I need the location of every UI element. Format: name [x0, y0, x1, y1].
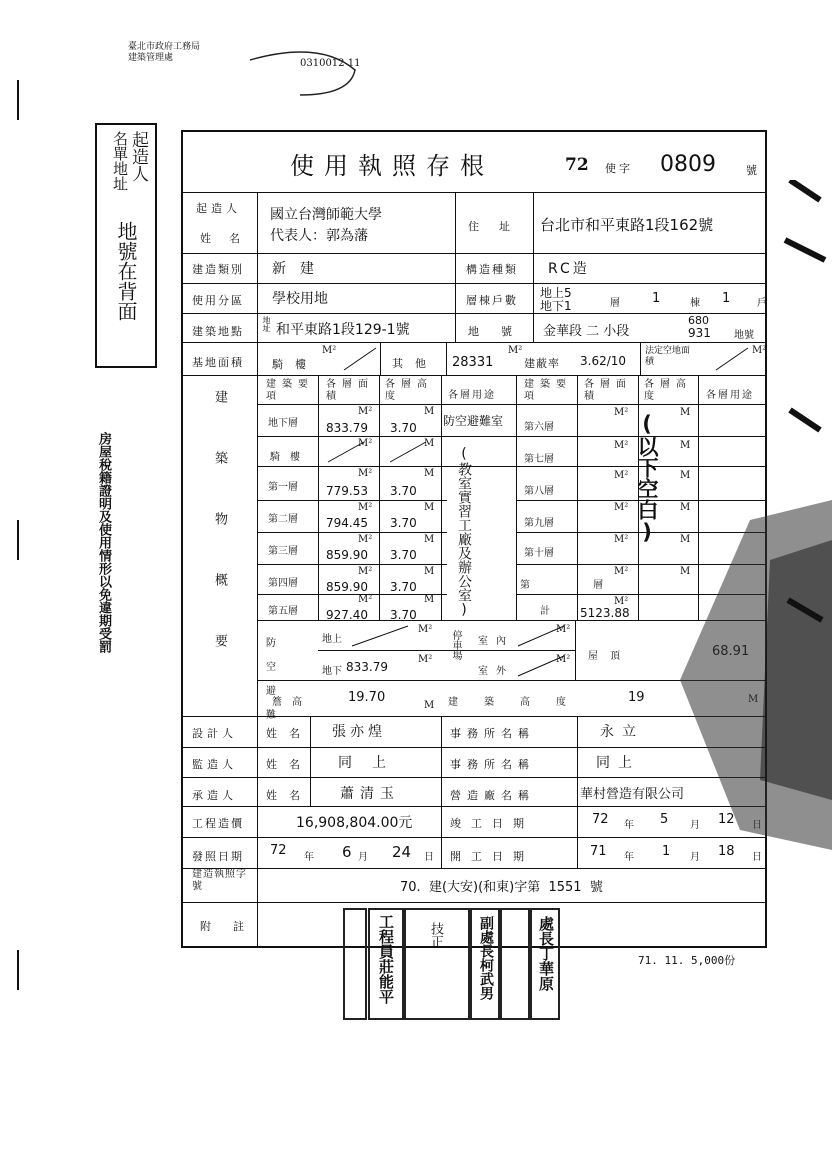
unit-m2: M²: [358, 438, 373, 449]
supervisor-name: 同上: [338, 755, 406, 771]
stamp-text: 工程員莊能平: [377, 914, 395, 1004]
name-label: 姓名: [266, 789, 312, 802]
unit-m: M: [680, 440, 691, 451]
blank-below-note: (以下空白): [635, 412, 659, 544]
stamp-text: 副處長柯武男: [478, 916, 494, 1000]
scan-mark: [17, 80, 19, 120]
building-count: 1: [652, 291, 661, 306]
structure-label: 構造種類: [466, 263, 518, 276]
unit-m: M: [680, 470, 691, 481]
cost-label: 工程造價: [192, 817, 244, 830]
building-height: 19: [628, 690, 645, 705]
unit-m2: M²: [614, 534, 629, 545]
shelter-below: 地下: [322, 666, 342, 677]
permit-suffix: 號: [746, 164, 757, 177]
month-unit: 月: [690, 852, 700, 863]
floor-height: 3.70: [390, 580, 417, 594]
slash-mark: [712, 346, 752, 372]
floor-area: 859.90: [326, 580, 368, 594]
col-header: 各層用途: [706, 390, 754, 401]
col-divider: [640, 342, 641, 375]
row-divider: [182, 313, 766, 314]
col-divider: [516, 375, 517, 620]
unit-m: M: [424, 468, 435, 479]
parking-outdoor: 室外: [478, 666, 514, 677]
parking-label: 停車場: [450, 630, 461, 660]
stamp-box: [500, 908, 530, 1020]
designer-office: 永立: [600, 724, 644, 740]
supervisor-office: 同上: [596, 755, 640, 771]
form-print-info: 71. 11. 5,000份: [638, 954, 736, 967]
col-header: 各層高度: [385, 379, 433, 402]
floors-above: 地上5: [540, 286, 572, 300]
floor-name: 第八層: [524, 486, 554, 497]
unit-m2: M²: [556, 654, 571, 665]
handwritten-arc: [240, 40, 370, 100]
location: 和平東路1段129-1號: [276, 322, 410, 338]
month-unit: 月: [358, 852, 368, 863]
day-unit: 日: [752, 852, 762, 863]
unit-m2: M²: [418, 654, 433, 665]
total-area: 5123.88: [580, 606, 630, 620]
land-section: 金華段 二 小段: [543, 324, 630, 339]
floor-area: 794.45: [326, 516, 368, 530]
designer-label: 設計人: [192, 727, 237, 740]
row-divider: [182, 342, 766, 343]
issue-day: 24: [392, 843, 412, 861]
slash-mark: [340, 346, 380, 372]
finish-date-label: 竣工日期: [450, 817, 534, 830]
issue-year: 72: [270, 843, 287, 858]
lot-suffix: 地號: [734, 330, 754, 341]
row-divider: [182, 192, 766, 193]
name-label: 姓名: [200, 232, 258, 245]
lot-number: 680: [688, 314, 709, 327]
shelter-below-area: 833.79: [346, 660, 388, 674]
other-label: 其他: [392, 357, 438, 370]
col-divider: [379, 375, 380, 620]
shelter-above: 地上: [322, 634, 342, 645]
name-label: 姓名: [266, 727, 312, 740]
floor-name: 第七層: [524, 454, 554, 465]
unit-m2: M²: [508, 345, 523, 356]
floor-height: 3.70: [390, 421, 417, 435]
col-header: 各層高度: [644, 379, 692, 402]
col-divider: [318, 375, 319, 620]
col-divider: [380, 342, 381, 375]
scan-mark: [17, 950, 19, 990]
floor-area: 779.53: [326, 484, 368, 498]
contractor-label: 承造人: [192, 789, 237, 802]
building-summary-label: 建築物概要: [212, 390, 227, 695]
stamp-engineer: [368, 908, 404, 1020]
unit-m: M: [424, 534, 435, 545]
floors-below: 地下1: [540, 299, 572, 313]
unit-m2: M²: [358, 406, 373, 417]
row-divider: [257, 404, 766, 405]
unit-m2: M²: [614, 440, 629, 451]
building-permit-number: 70. 建(大安)(和東)字第 1551 號: [400, 880, 603, 895]
coverage-ratio: 3.62/10: [580, 354, 627, 368]
stamp-technician: [404, 908, 470, 1020]
floor-name: 地下層: [268, 418, 298, 429]
col-divider: [441, 375, 442, 620]
issue-month: 6: [342, 843, 352, 861]
other-area: 28331: [452, 355, 494, 370]
building-height-label: 建築高度: [448, 697, 592, 708]
left-note: 房屋稅籍證明及使用情形以免違期受罰: [96, 432, 111, 653]
stamp-director: [530, 908, 560, 1020]
issue-date-label: 發照日期: [192, 850, 244, 863]
floor-area: 833.79: [326, 421, 368, 435]
permit-number-label: 建造執照字號: [192, 869, 247, 892]
unit-m2: M²: [614, 596, 629, 607]
zoning: 學校用地: [272, 291, 328, 307]
notes-label: 附註: [200, 920, 266, 933]
contractor-name: 蕭清玉: [340, 786, 400, 802]
floor-name: 第五層: [268, 606, 298, 617]
floor-name: 第二層: [268, 514, 298, 525]
office-label: 事務所名稱: [450, 758, 535, 771]
floor-height: 3.70: [390, 608, 417, 622]
unit-m: M: [680, 534, 691, 545]
stamp-deputy: [470, 908, 500, 1020]
unit-m: M: [424, 594, 435, 605]
form-title: 使用執照存根: [290, 152, 494, 180]
unit-m2: M²: [418, 624, 433, 635]
permit-prefix: 使字: [605, 162, 633, 175]
year-unit: 年: [624, 820, 634, 831]
top-stamp-line: 建築管理處: [128, 53, 174, 63]
row-divider: [182, 283, 766, 284]
col-divider: [533, 192, 534, 342]
unit-m2: M²: [614, 407, 629, 418]
unit-m: M: [424, 566, 435, 577]
unit-m: M: [680, 566, 691, 577]
unit-m2: M²: [614, 566, 629, 577]
lot-label: 地號: [468, 325, 534, 338]
unit-m: M: [680, 407, 691, 418]
finish-day: 12: [718, 812, 735, 827]
col-divider: [455, 192, 456, 342]
floor-name: 騎樓: [270, 452, 310, 463]
left-owner-box: [95, 123, 157, 368]
owner-label: 起造人: [196, 202, 241, 215]
stamp-text: 處長丁華原: [537, 916, 555, 991]
row-divider: [182, 253, 766, 254]
parking-indoor: 室內: [478, 636, 514, 647]
location-label: 建築地點: [192, 325, 244, 338]
unit-unit: 戶: [757, 298, 767, 309]
unit-m2: M²: [614, 502, 629, 513]
floor-area: 859.90: [326, 548, 368, 562]
unit-count: 1: [722, 291, 731, 306]
permit-number: 0809: [660, 152, 716, 177]
location-sublabel: 地址: [262, 316, 271, 332]
floor-name: 第九層: [524, 518, 554, 529]
floor-height: 3.70: [390, 516, 417, 530]
unit-m2: M²: [322, 345, 337, 356]
zoning-label: 使用分區: [192, 294, 244, 307]
name-label: 姓名: [266, 758, 312, 771]
floor-name: 第六層: [524, 422, 554, 433]
permit-year: 72: [565, 155, 589, 175]
floor-unit: 層: [610, 298, 620, 309]
arcade-label: 騎樓: [272, 358, 318, 371]
floor-name: 第一層: [268, 482, 298, 493]
left-box-line: 名單地址: [111, 131, 129, 191]
structure-type: RC造: [548, 261, 590, 277]
year-unit: 年: [624, 852, 634, 863]
unit-m2: M²: [358, 534, 373, 545]
eave-height: 19.70: [348, 690, 386, 705]
unit-m: M: [424, 438, 435, 449]
top-stamp-code: 0310012 11: [300, 58, 361, 69]
coverage-label: 建蔽率: [524, 357, 560, 370]
eave-height-label: 簷高: [272, 697, 312, 708]
designer-name: 張亦煌: [332, 724, 386, 740]
start-date-label: 開工日期: [450, 850, 534, 863]
floor-name: 第 層: [520, 580, 634, 591]
stamp-text: 技正: [428, 922, 443, 948]
project-cost: 16,908,804.00元: [296, 815, 413, 831]
unit-m2: M²: [358, 594, 373, 605]
stamp-box: [343, 908, 367, 1020]
floor-height: 3.70: [390, 548, 417, 562]
start-day: 18: [718, 844, 735, 859]
contractor-firm: 華村營造有限公司: [580, 787, 685, 802]
address-label: 住址: [468, 220, 530, 233]
office-label: 事務所名稱: [450, 727, 535, 740]
day-unit: 日: [424, 852, 434, 863]
owner-name: 國立台灣師範大學: [270, 207, 382, 223]
unit-m2: M²: [752, 345, 767, 356]
col-header: 各層面積: [584, 379, 632, 402]
unit-m2: M²: [556, 624, 571, 635]
lot-number: 931: [688, 326, 711, 340]
site-area-label: 基地面積: [192, 356, 244, 369]
building-unit: 棟: [690, 298, 700, 309]
finish-month: 5: [660, 812, 669, 827]
start-year: 71: [590, 844, 607, 859]
floors-label: 層棟戶數: [466, 294, 518, 307]
build-type: 新建: [272, 261, 328, 277]
floor-name: 第四層: [268, 578, 298, 589]
col-header: 建築要項: [524, 379, 572, 402]
firm-label: 營造廠名稱: [450, 789, 535, 802]
floor-height: 3.70: [390, 484, 417, 498]
supervisor-label: 監造人: [192, 758, 237, 771]
col-header: 建築要項: [266, 379, 314, 402]
unit-m2: M²: [358, 468, 373, 479]
right-edge-scan: [780, 180, 830, 880]
left-box-line: 起造人: [128, 131, 148, 182]
floor-use-note: (教室實習工廠及辦公室): [456, 446, 472, 618]
unit-m2: M²: [358, 502, 373, 513]
floor-use: 防空避難室: [443, 414, 504, 428]
finish-year: 72: [592, 812, 609, 827]
col-header: 各層面積: [326, 379, 374, 402]
year-unit: 年: [304, 852, 314, 863]
unit-m2: M²: [614, 470, 629, 481]
scan-mark: [17, 520, 19, 560]
total-label: 計: [540, 606, 550, 617]
floor-area: 927.40: [326, 608, 368, 622]
floor-name: 第十層: [524, 548, 554, 559]
start-month: 1: [662, 844, 671, 859]
top-stamp: [128, 42, 200, 64]
row-divider: [182, 375, 766, 376]
month-unit: 月: [690, 820, 700, 831]
floor-name: 第三層: [268, 546, 298, 557]
roof-label: 屋頂: [588, 651, 632, 662]
unit-m2: M²: [358, 566, 373, 577]
unit-m: M: [680, 502, 691, 513]
unit-m: M: [424, 700, 435, 711]
unit-m: M: [424, 502, 435, 513]
col-header: 各層用途: [448, 390, 496, 401]
top-stamp-line: 臺北市政府工務局: [128, 42, 201, 52]
owner-representative: 代表人：郭為藩: [270, 228, 368, 244]
col-divider: [446, 342, 447, 375]
open-space-label: 法定空地面積: [645, 346, 691, 367]
col-divider: [257, 192, 258, 722]
unit-m: M: [424, 406, 435, 417]
owner-address: 台北市和平東路1段162號: [540, 216, 714, 234]
build-type-label: 建造類別: [192, 263, 244, 276]
shelter-label: 防空避難: [266, 638, 288, 721]
left-box-line: 地號在背面: [114, 221, 138, 321]
